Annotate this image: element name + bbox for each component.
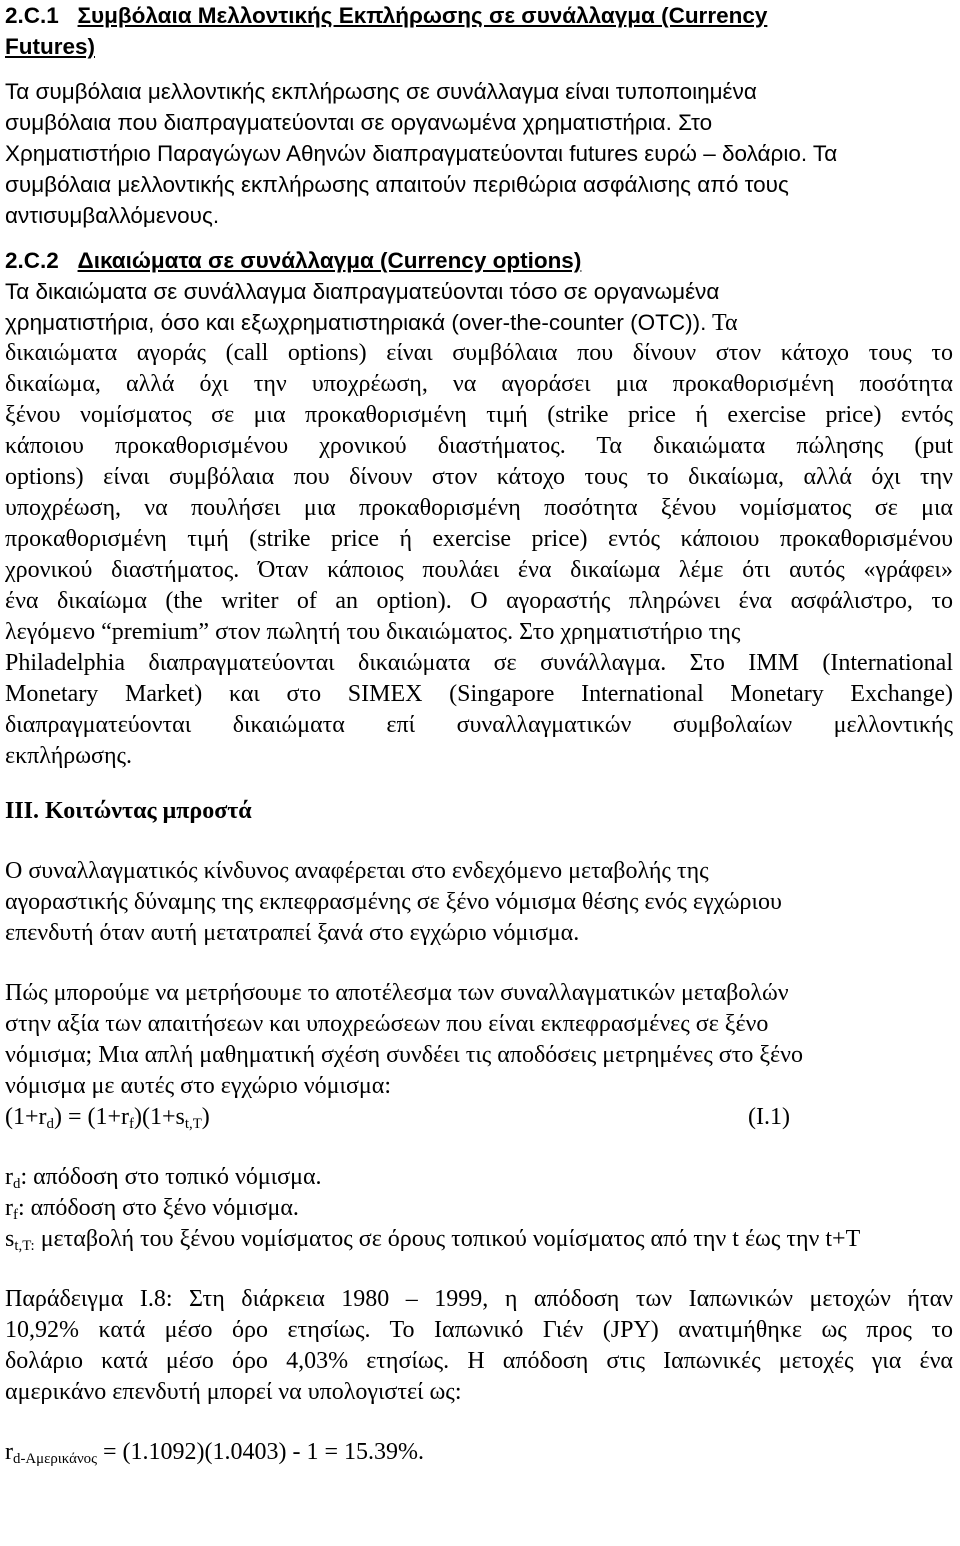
section-c1-line: Τα συμβόλαια μελλοντικής εκπλήρωσης σε συνάλλαγμα είναι τυποποιημένα <box>5 79 757 104</box>
section-c2-heading <box>5 245 953 276</box>
section-c2-title: Δικαιώματα σε συνάλλαγμα (Currency options) <box>77 248 582 273</box>
section-iii-para2-line: νόμισμα με αυτές στο εγχώριο νόμισμα: <box>5 1073 392 1099</box>
section-c2-line: ένα δικαίωμα (the writer of an option). Ο αγοραστής πληρώνει ένα ασφάλιστρο, το <box>5 588 953 614</box>
section-c2-line: Τα δικαιώματα σε συνάλλαγμα διαπραγματεύονται τόσο σε οργανωμένα <box>5 279 720 304</box>
section-c1-heading <box>5 0 953 31</box>
section-c2-line: προκαθορισμένη τιμή (strike price ή exercise price) εντός κάποιου προκαθορισμένου <box>5 526 953 552</box>
section-c2-line: κάποιου προκαθορισμένου χρονικού διαστήματος. Τα δικαιώματα πώλησης (put <box>5 433 953 459</box>
section-c1-line: αντισυμβαλλόμενους. <box>5 203 220 228</box>
section-c2-line: εκπλήρωσης. <box>5 743 133 769</box>
section-c2-line: Philadelphia διαπραγματεύονται δικαιώματα σε συνάλλαγμα. Στο IMM (International <box>5 650 953 676</box>
section-c2-line: δικαίωμα, αλλά όχι την υποχρέωση, να αγοράσει μια προκαθορισμένη ποσότητα <box>5 371 953 397</box>
section-c2-line: διαπραγματεύονται δικαιώματα επί συναλλαγματικών συμβολαίων μελλοντικής <box>5 712 953 738</box>
document-page <box>5 0 953 1468</box>
section-c2-sentence-tail: Τα <box>712 310 738 336</box>
equation-formula: $(1+r_d) = (1+r_f)(1+s_{t,T})$ <box>5 1104 210 1132</box>
section-c2-line: δικαιώματα αγοράς (call options) είναι συμβόλαια που δίνουν στον κάτοχο τους το <box>5 340 953 366</box>
section-c2-line: ξένου νομίσματος σε μια προκαθορισμένη τιμή (strike price ή exercise price) εντός <box>5 402 953 428</box>
section-c2-line: options) είναι συμβόλαια που δίνουν στον κάτοχο τους το δικαίωμα, αλλά όχι την <box>5 464 953 490</box>
section-iii-para1-line: επενδυτή όταν αυτή μετατραπεί ξανά στο εγχώριο νόμισμα. <box>5 920 580 946</box>
section-iii-para2-line: νόμισμα; Μια απλή μαθηματική σχέση συνδέει τις αποδόσεις μετρημένες στο ξένο <box>5 1042 803 1068</box>
definition-stT: $s_{t,T:}$ μεταβολή του ξένου νομίσματος σε όρους τοπικού νομίσματος από την t έως την t+T <box>5 1226 861 1254</box>
section-iii-para1-line: αγοραστικής δύναμης της εκπεφρασμένης σε ξένο νόμισμα θέσης ενός εγχώριου <box>5 889 782 915</box>
section-iii-para2-line: Πώς μπορούμε να μετρήσουμε το αποτέλεσμα των συναλλαγματικών μεταβολών <box>5 980 789 1006</box>
section-iii-heading <box>5 796 953 827</box>
section-c1-line: συμβόλαια μελλοντικής εκπλήρωσης απαιτούν περιθώρια ασφάλισης από τους <box>5 172 789 197</box>
equation-i1 <box>5 1102 790 1133</box>
example-line: 10,92% κατά μέσο όρο ετησίως. Το Ιαπωνικό Γιέν (JPY) ανατιμήθηκε ως προς το <box>5 1317 953 1343</box>
definition-rf: $r_f$: απόδοση στο ξένο νόμισμα. <box>5 1195 299 1223</box>
section-iii-para2-line: στην αξία των απαιτήσεων και υποχρεώσεων που είναι εκπεφρασμένες σε ξένο <box>5 1011 769 1037</box>
section-c1-line: συμβόλαια που διαπραγματεύονται σε οργανωμένα χρηματιστήρια. Στο <box>5 110 713 135</box>
equation-label: (Ι.1) <box>748 1104 790 1130</box>
section-iii-title: Κοιτώντας μπροστά <box>45 798 252 824</box>
section-c1-heading-cont <box>5 31 953 62</box>
section-c2-line: λεγόμενο “premium” στον πωλητή του δικαιώματος. Στο χρηματιστήριο της <box>5 619 741 645</box>
section-c2-line <box>5 307 953 338</box>
section-c2-line: χρονικού διαστήματος. Όταν κάποιος πουλάει ένα δικαίωμα λέμε ότι αυτός «γράφει» <box>5 557 953 583</box>
example-line: αμερικάνο επενδυτή μπορεί να υπολογιστεί ως: <box>5 1379 462 1405</box>
section-iii-number: ΙΙΙ. <box>5 798 40 824</box>
section-c1-number: 2.C.1 <box>5 3 59 28</box>
section-c2-line: Monetary Market) και στο SIMEX (Singapore International Monetary Exchange) <box>5 681 953 707</box>
example-line: δολάριο κατά μέσο όρο 4,03% ετησίως. Η απόδοση στις Ιαπωνικές μετοχές για ένα <box>5 1348 953 1374</box>
section-c1-title-cont: Futures) <box>5 34 95 59</box>
section-c2-number: 2.C.2 <box>5 248 59 273</box>
example-result: $r_{d-A\mu\varepsilon\rho\iota\kappa ά\nu o\varsigma} = (1.1092)(1.0403) - 1 = 15.39\%$. <box>5 1439 425 1467</box>
definition-rd: $r_d$: απόδοση στο τοπικό νόμισμα. <box>5 1164 322 1192</box>
section-c2-line: υποχρέωση, να πουλήσει μια προκαθορισμένη ποσότητα ξένου νομίσματος σε μια <box>5 495 953 521</box>
section-c2-line-text: χρηματιστήρια, όσο και εξωχρηματιστηριακά (over-the-counter (OTC)). <box>5 310 707 335</box>
section-c1-title: Συμβόλαια Μελλοντικής Εκπλήρωσης σε συνάλλαγμα (Currency <box>77 3 768 28</box>
example-line: Παράδειγμα Ι.8: Στη διάρκεια 1980 – 1999, η απόδοση των Ιαπωνικών μετοχών ήταν <box>5 1286 953 1312</box>
section-iii-para1-line: Ο συναλλαγματικός κίνδυνος αναφέρεται στο ενδεχόμενο μεταβολής της <box>5 858 709 884</box>
section-c1-line: Χρηματιστήριο Παραγώγων Αθηνών διαπραγματεύονται futures ευρώ – δολάριο. Τα <box>5 141 838 166</box>
